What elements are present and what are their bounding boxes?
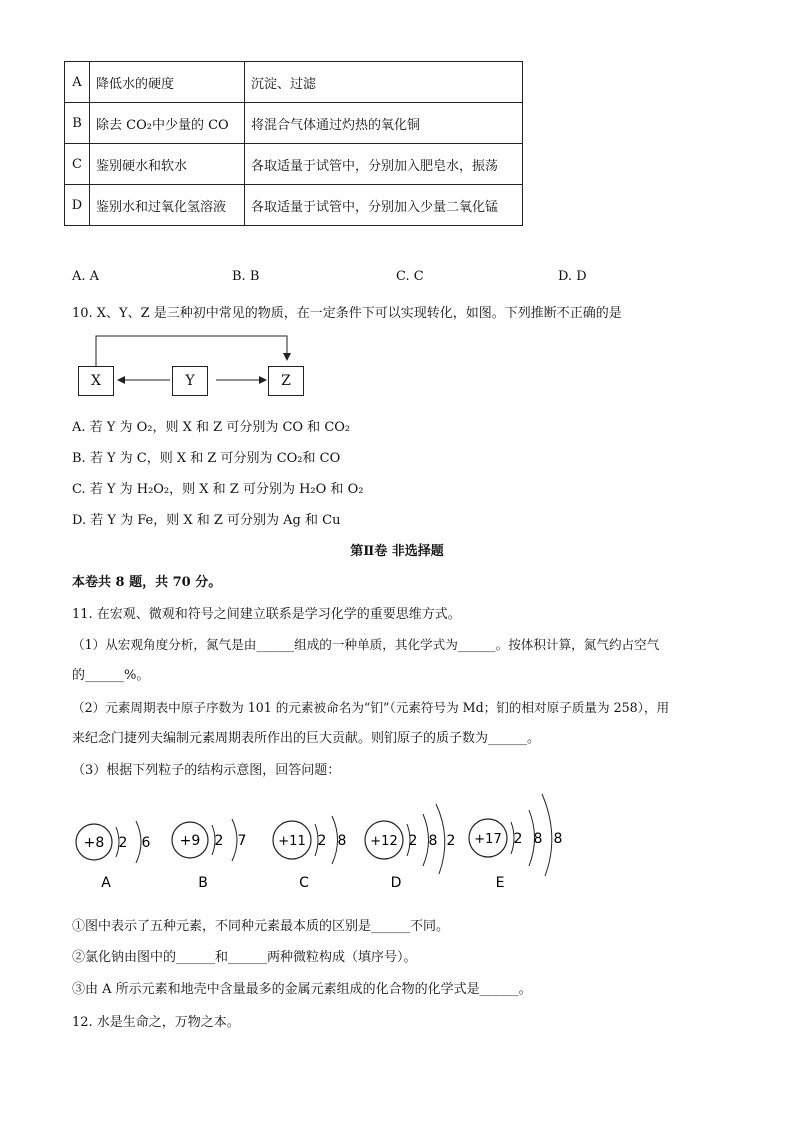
nucleus-c: +11: [278, 834, 306, 849]
q11-part1: （1）从宏观角度分析，氮气是由______组成的一种单质，其化学式为______。按体积计算，氮气约占空气: [72, 637, 660, 652]
arrow-x-to-z: [96, 336, 287, 366]
shell-c-1: 2: [317, 833, 327, 849]
node-y: Y: [172, 366, 208, 396]
section-note: 本卷共 8 题，共 70 分。: [72, 575, 222, 590]
shell-d-3: 2: [446, 833, 456, 849]
shell-e-1: 2: [513, 831, 523, 847]
nucleus-a: +8: [83, 835, 105, 851]
row-purpose: 降低水的硬度: [90, 62, 245, 103]
nucleus-b: +9: [179, 833, 201, 849]
shell-d-2: 8: [428, 833, 438, 849]
row-purpose: 除去 CO₂中少量的 CO: [90, 103, 245, 144]
label-c: C: [299, 875, 309, 891]
q10-stem: 10. X、Y、Z 是三种初中常见的物质，在一定条件下可以实现转化，如图。下列推断不正确的是: [72, 306, 622, 321]
q12-stem: 12. 水是生命之，万物之本。: [72, 1015, 240, 1030]
atom-structure-diagrams: [66, 790, 586, 894]
label-a: A: [101, 875, 111, 891]
label-b: B: [198, 875, 208, 891]
row-method: 将混合气体通过灼热的氧化铜: [245, 103, 523, 144]
choice-b: B. B: [232, 269, 260, 284]
shell-e-3: 8: [553, 831, 563, 847]
q11-sub2: ②氯化钠由图中的______和______两种微粒构成（填序号）。: [72, 950, 417, 965]
q10-option-a: A. 若 Y 为 O₂，则 X 和 Z 可分别为 CO 和 CO₂: [72, 420, 351, 435]
table-row: [65, 185, 523, 226]
choice-a: A. A: [72, 269, 100, 284]
atom-e: [469, 794, 562, 891]
shell-d-1: 2: [408, 833, 418, 849]
nucleus-e: +17: [474, 832, 502, 847]
atom-d: [365, 804, 455, 891]
q10-option-b: B. 若 Y 为 C，则 X 和 Z 可分别为 CO₂和 CO: [72, 451, 341, 466]
table-row: [65, 62, 523, 103]
label-d: D: [390, 875, 402, 891]
node-x: X: [78, 366, 114, 396]
row-purpose: 鉴别硬水和软水: [90, 144, 245, 185]
shell-b-2: 7: [237, 833, 247, 849]
row-purpose: 鉴别水和过氧化氢溶液: [90, 185, 245, 226]
choice-d: D. D: [558, 269, 587, 284]
row-label: B: [65, 103, 90, 144]
q10-option-c: C. 若 Y 为 H₂O₂，则 X 和 Z 可分别为 H₂O 和 O₂: [72, 482, 364, 497]
q11-sub1: ①图中表示了五种元素，不同种元素最本质的区别是______不同。: [72, 919, 450, 934]
section-title: 第Ⅱ卷 非选择题: [350, 544, 444, 559]
atom-a: [76, 821, 151, 891]
atom-c: [273, 816, 346, 891]
shell-c-2: 8: [337, 833, 347, 849]
row-label: D: [65, 185, 90, 226]
row-label: A: [65, 62, 90, 103]
q11-part3: （3）根据下列粒子的结构示意图，回答问题：: [72, 763, 341, 778]
node-z: Z: [268, 366, 304, 396]
row-label: C: [65, 144, 90, 185]
q11-stem: 11. 在宏观、微观和符号之间建立联系是学习化学的重要思维方式。: [72, 607, 461, 622]
options-table: [64, 61, 523, 226]
row-method: 各取适量于试管中，分别加入少量二氧化锰: [245, 185, 523, 226]
shell-a-1: 2: [118, 835, 128, 851]
shell-b-1: 2: [214, 833, 224, 849]
table-row: [65, 144, 523, 185]
label-e: E: [495, 875, 505, 891]
table-row: [65, 103, 523, 144]
q11-part2: （2）元素周期表中原子序数为 101 的元素被命名为“钔”（元素符号为 Md；钔的相对原子质量为 258），用: [72, 700, 670, 715]
atom-b: [172, 819, 246, 891]
choice-c: C. C: [396, 269, 424, 284]
q11-part1-cont: 的______%。: [72, 668, 150, 683]
q10-option-d: D. 若 Y 为 Fe，则 X 和 Z 可分别为 Ag 和 Cu: [72, 513, 341, 528]
row-method: 各取适量于试管中，分别加入肥皂水，振荡: [245, 144, 523, 185]
q11-sub3: ③由 A 所示元素和地壳中含量最多的金属元素组成的化合物的化学式是______。: [72, 982, 532, 997]
shell-e-2: 8: [533, 831, 543, 847]
nucleus-d: +12: [370, 834, 398, 849]
row-method: 沉淀、过滤: [245, 62, 523, 103]
q11-part2-cont: 来纪念门捷列夫编制元素周期表所作出的巨大贡献。则钔原子的质子数为______。: [72, 731, 541, 746]
shell-a-2: 6: [141, 835, 151, 851]
